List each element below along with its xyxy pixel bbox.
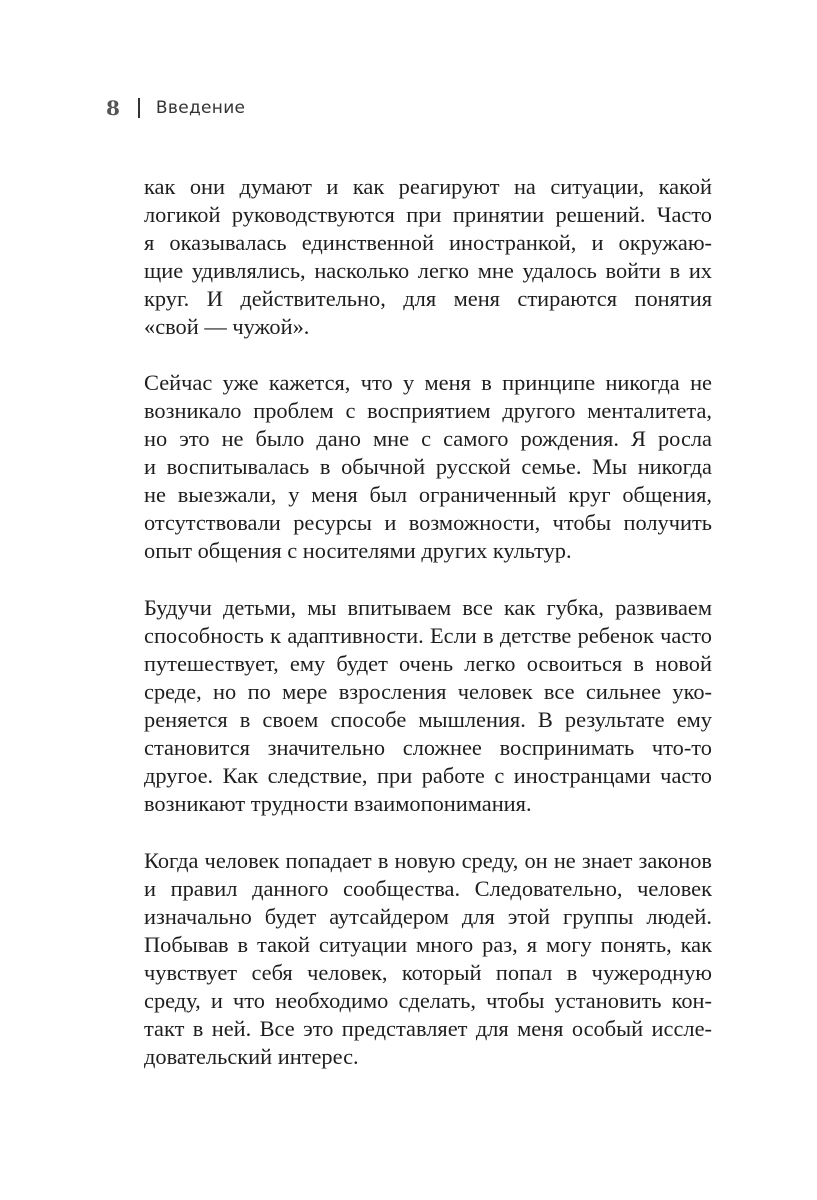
text-line: логикой руководствуются при принятии решений. Часто (144, 202, 712, 227)
text-line: круг. И действительно, для меня стираются понятия (144, 286, 712, 311)
text-line: другое. Как следствие, при работе с иностранцами часто (144, 763, 712, 788)
text-line: щие удивлялись, насколько легко мне удалось войти в их (144, 258, 712, 283)
paragraph-3 (144, 594, 712, 818)
text-line: способность к адаптивности. Если в детстве ребенок часто (144, 623, 712, 648)
text-line: чувствует себя человек, который попал в чужеродную (144, 960, 712, 985)
text-line: и воспитывалась в обычной русской семье. Мы никогда (144, 454, 712, 479)
text-line: такт в ней. Все это представляет для меня особый иссле- (144, 1016, 712, 1041)
section-title: Введение (155, 98, 246, 118)
text-line: становится значительно сложнее воспринимать что-то (144, 735, 712, 760)
text-line: среде, но по мере взросления человек все сильнее уко- (144, 679, 712, 704)
text-line: Когда человек попадает в новую среду, он не знает законов (144, 848, 712, 873)
text-line: не выезжали, у меня был ограниченный круг общения, (144, 482, 712, 507)
header-divider (138, 98, 140, 118)
text-line: я оказывалась единственной иностранкой, и окружаю- (144, 230, 712, 255)
paragraph-2 (144, 369, 712, 565)
page-number: 8 (106, 96, 120, 120)
text-line: «свой — чужой». (144, 314, 310, 339)
paragraph-4 (144, 847, 712, 1071)
running-head (106, 93, 245, 123)
text-line: и правил данного сообщества. Следовательно, человек (144, 876, 712, 901)
paragraph-1 (144, 173, 712, 341)
text-line: изначально будет аутсайдером для этой группы людей. (144, 904, 712, 929)
text-line: но это не было дано мне с самого рождения. Я росла (144, 426, 712, 451)
text-line: опыт общения с носителями других культур. (144, 538, 572, 563)
text-line: среду, и что необходимо сделать, чтобы установить кон- (144, 988, 712, 1013)
text-line: реняется в своем способе мышления. В результате ему (144, 707, 712, 732)
text-line: возникают трудности взаимопонимания. (144, 791, 532, 816)
text-line: путешествует, ему будет очень легко освоиться в новой (144, 651, 712, 676)
text-line: довательский интерес. (144, 1044, 359, 1069)
text-line: Сейчас уже кажется, что у меня в принципе никогда не (144, 370, 712, 395)
text-line: отсутствовали ресурсы и возможности, чтобы получить (144, 510, 712, 535)
text-line: Побывав в такой ситуации много раз, я могу понять, как (144, 932, 712, 957)
text-line: Будучи детьми, мы впитываем все как губка, развиваем (144, 595, 712, 620)
text-line: как они думают и как реагируют на ситуации, какой (144, 174, 712, 199)
text-line: возникало проблем с восприятием другого менталитета, (144, 398, 712, 423)
